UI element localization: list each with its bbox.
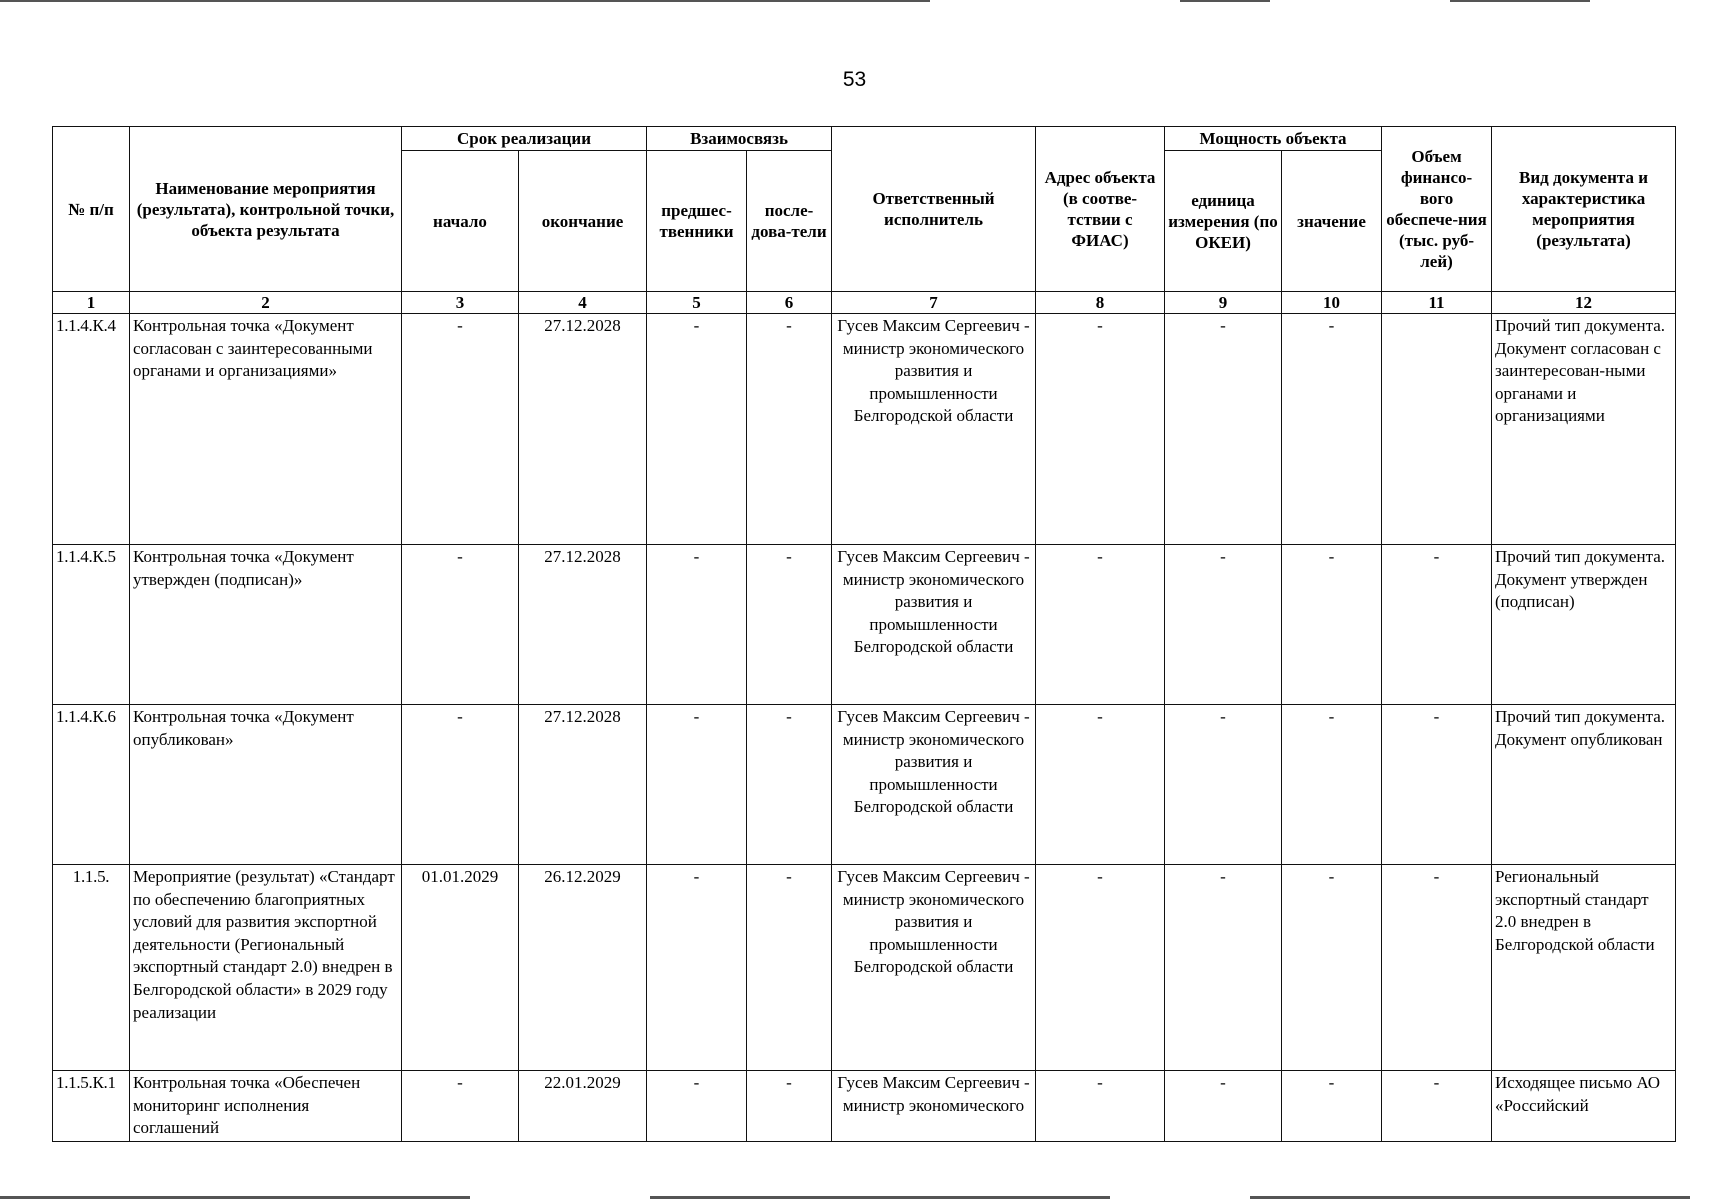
row-start: - — [402, 1071, 519, 1142]
row-address: - — [1036, 705, 1165, 865]
row-end: 27.12.2028 — [519, 314, 647, 545]
row-doc: Исходящее письмо АО «Российский — [1492, 1071, 1676, 1142]
table-header — [53, 127, 1676, 314]
row-unit: - — [1165, 314, 1282, 545]
header-group-power: Мощность объекта — [1165, 127, 1382, 151]
row-name: Контрольная точка «Документ согласован с заинтересованными органами и организациями» — [130, 314, 402, 545]
header-pred: предшес-твенники — [647, 151, 747, 292]
row-name: Контрольная точка «Документ утвержден (подписан)» — [130, 545, 402, 705]
row-start: 01.01.2029 — [402, 865, 519, 1071]
row-end: 27.12.2028 — [519, 545, 647, 705]
header-finance: Объем финансо-вого обеспече-ния (тыс. руб-лей) — [1382, 127, 1492, 292]
row-pred: - — [647, 705, 747, 865]
column-number: 12 — [1492, 292, 1676, 314]
row-name: Контрольная точка «Документ опубликован» — [130, 705, 402, 865]
column-number: 6 — [747, 292, 832, 314]
row-pred: - — [647, 314, 747, 545]
row-value: - — [1282, 314, 1382, 545]
scan-edge-line-bottom-left — [0, 1196, 470, 1199]
plan-table — [52, 126, 1676, 1142]
row-address: - — [1036, 545, 1165, 705]
row-doc: Прочий тип документа. Документ согласован с заинтересован-ными органами и организациями — [1492, 314, 1676, 545]
column-number: 3 — [402, 292, 519, 314]
row-responsible: Гусев Максим Сергеевич - министр экономического развития и промышленности Белгородской области — [832, 705, 1036, 865]
row-value: - — [1282, 705, 1382, 865]
header-name: Наименование мероприятия (результата), контрольной точки, объекта результата — [130, 127, 402, 292]
row-finance: - — [1382, 545, 1492, 705]
row-start: - — [402, 705, 519, 865]
row-name: Мероприятие (результат) «Стандарт по обеспечению благоприятных условий для развития экспортной деятельности (Региональный экспортный стандарт 2.0) внедрен в Белгородской области» в 2029 году реализации — [130, 865, 402, 1071]
row-finance: - — [1382, 705, 1492, 865]
row-number: 1.1.5.К.1 — [53, 1071, 130, 1142]
row-succ: - — [747, 705, 832, 865]
column-number: 11 — [1382, 292, 1492, 314]
row-address: - — [1036, 314, 1165, 545]
row-number: 1.1.4.К.6 — [53, 705, 130, 865]
row-unit: - — [1165, 545, 1282, 705]
table-row — [53, 865, 1676, 1071]
header-group-link: Взаимосвязь — [647, 127, 832, 151]
row-succ: - — [747, 1071, 832, 1142]
header-end: окончание — [519, 151, 647, 292]
row-pred: - — [647, 545, 747, 705]
row-responsible: Гусев Максим Сергеевич - министр экономического развития и промышленности Белгородской области — [832, 865, 1036, 1071]
row-value: - — [1282, 1071, 1382, 1142]
row-address: - — [1036, 865, 1165, 1071]
header-responsible: Ответственный исполнитель — [832, 127, 1036, 292]
table-row — [53, 314, 1676, 545]
table-row — [53, 545, 1676, 705]
row-responsible: Гусев Максим Сергеевич - министр экономического развития и промышленности Белгородской области — [832, 314, 1036, 545]
page-number: 53 — [842, 68, 867, 91]
column-number: 10 — [1282, 292, 1382, 314]
row-number: 1.1.4.К.4 — [53, 314, 130, 545]
row-pred: - — [647, 1071, 747, 1142]
column-number: 7 — [832, 292, 1036, 314]
row-finance: - — [1382, 865, 1492, 1071]
table-row — [53, 1071, 1676, 1142]
row-end: 27.12.2028 — [519, 705, 647, 865]
scan-edge-line-top-left — [0, 0, 930, 2]
row-unit: - — [1165, 1071, 1282, 1142]
scan-edge-line-top-mid — [1180, 0, 1270, 2]
scan-edge-line-top-right — [1450, 0, 1590, 2]
row-number: 1.1.4.К.5 — [53, 545, 130, 705]
scan-edge-line-bottom-mid — [650, 1196, 1110, 1199]
column-number: 1 — [53, 292, 130, 314]
row-end: 22.01.2029 — [519, 1071, 647, 1142]
row-name: Контрольная точка «Обеспечен мониторинг исполнения соглашений — [130, 1071, 402, 1142]
row-unit: - — [1165, 705, 1282, 865]
header-group-term: Срок реализации — [402, 127, 647, 151]
row-responsible: Гусев Максим Сергеевич - министр экономического — [832, 1071, 1036, 1142]
row-doc: Прочий тип документа. Документ опубликован — [1492, 705, 1676, 865]
header-doc: Вид документа и характеристика мероприятия (результата) — [1492, 127, 1676, 292]
row-start: - — [402, 545, 519, 705]
row-unit: - — [1165, 865, 1282, 1071]
column-number: 4 — [519, 292, 647, 314]
row-succ: - — [747, 545, 832, 705]
scan-edge-line-bottom-right — [1250, 1196, 1690, 1199]
column-number: 5 — [647, 292, 747, 314]
column-numbers-row — [53, 292, 1676, 314]
header-num: № п/п — [53, 127, 130, 292]
header-unit: единица измерения (по ОКЕИ) — [1165, 151, 1282, 292]
row-doc: Региональный экспортный стандарт 2.0 внедрен в Белгородской области — [1492, 865, 1676, 1071]
row-succ: - — [747, 314, 832, 545]
column-number: 2 — [130, 292, 402, 314]
row-address: - — [1036, 1071, 1165, 1142]
row-responsible: Гусев Максим Сергеевич - министр экономического развития и промышленности Белгородской области — [832, 545, 1036, 705]
row-doc: Прочий тип документа. Документ утвержден (подписан) — [1492, 545, 1676, 705]
row-end: 26.12.2029 — [519, 865, 647, 1071]
table-row — [53, 705, 1676, 865]
row-number: 1.1.5. — [53, 865, 130, 1071]
column-number: 9 — [1165, 292, 1282, 314]
header-start: начало — [402, 151, 519, 292]
row-value: - — [1282, 865, 1382, 1071]
row-finance: - — [1382, 1071, 1492, 1142]
column-number: 8 — [1036, 292, 1165, 314]
row-value: - — [1282, 545, 1382, 705]
row-start: - — [402, 314, 519, 545]
row-finance — [1382, 314, 1492, 545]
header-address: Адрес объекта (в соотве-тствии с ФИАС) — [1036, 127, 1165, 292]
row-pred: - — [647, 865, 747, 1071]
header-value: значение — [1282, 151, 1382, 292]
header-succ: после-дова-тели — [747, 151, 832, 292]
row-succ: - — [747, 865, 832, 1071]
